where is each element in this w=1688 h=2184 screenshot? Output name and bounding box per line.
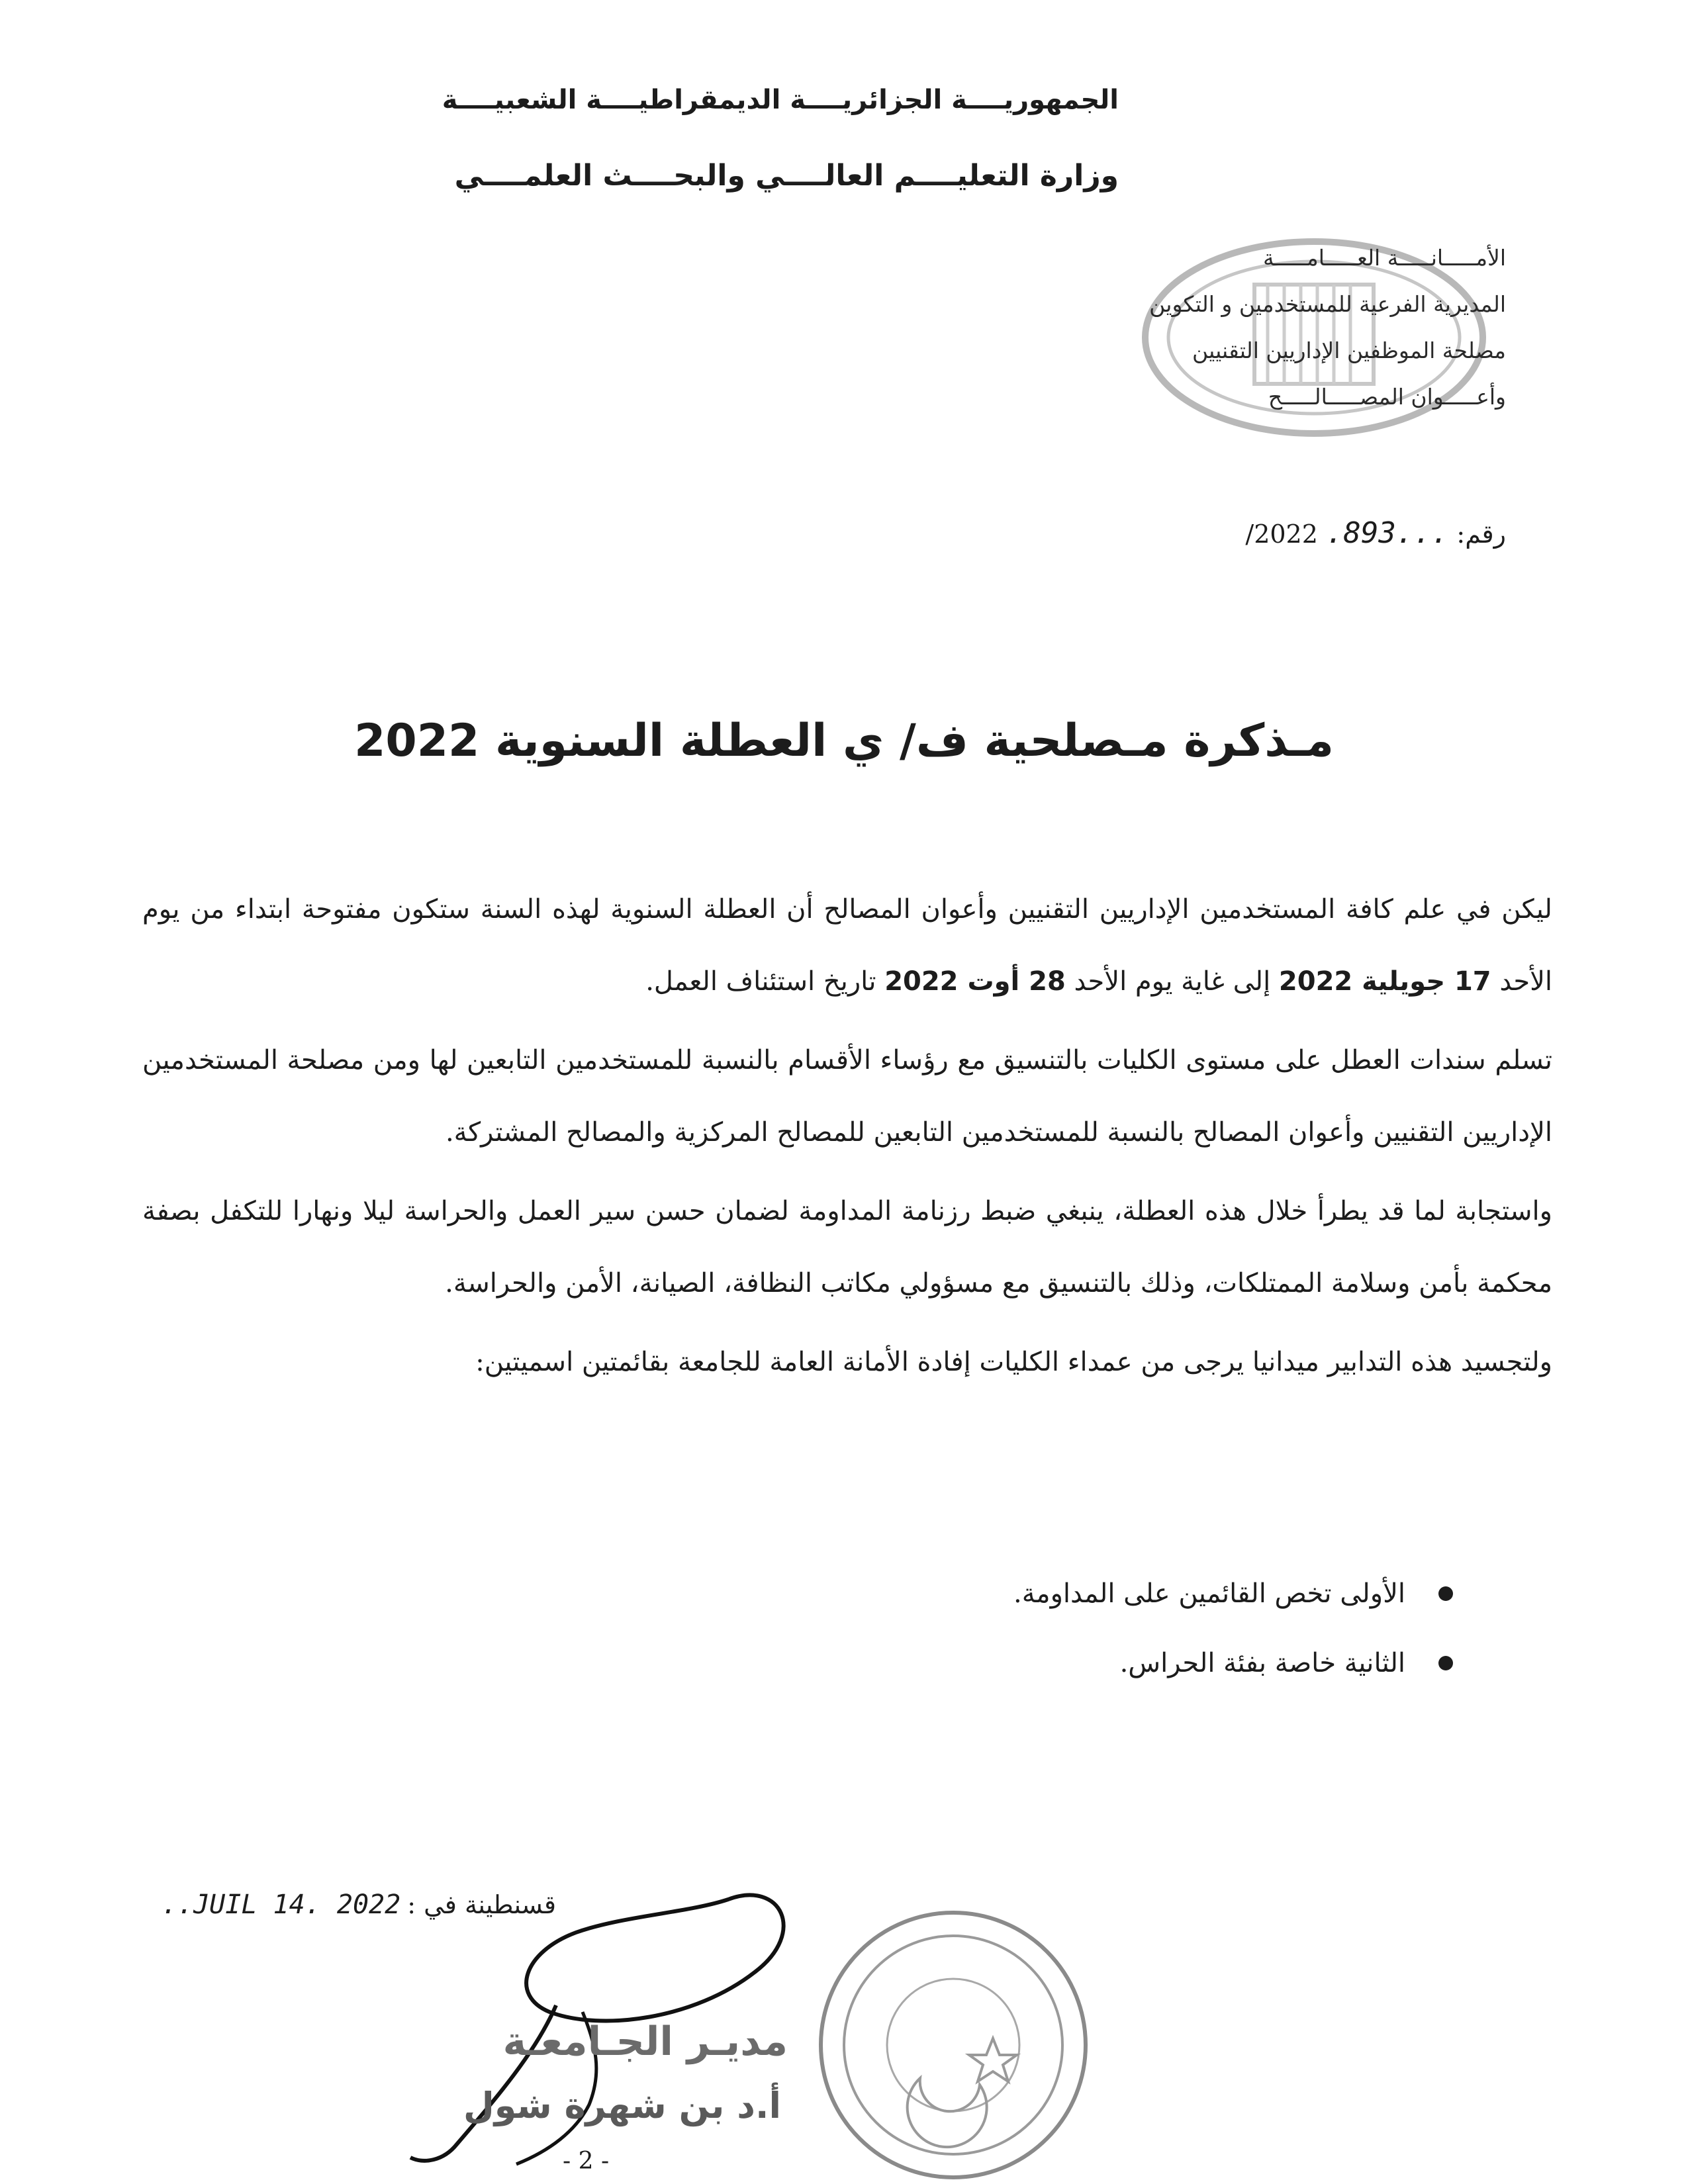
office-agents: وأعـــــوان المصـــــالـــــح bbox=[1268, 384, 1506, 410]
reference-row bbox=[1245, 516, 1506, 550]
page-number: - 2 - bbox=[563, 2148, 610, 2175]
bullet-text: الثانية خاصة بفئة الحراس. bbox=[1119, 1647, 1405, 1678]
bullet-icon bbox=[1438, 1586, 1453, 1601]
reference-year: 2022/ bbox=[1245, 520, 1318, 549]
paragraph-leave-vouchers: تسلم سندات العطل على مستوى الكليات بالتنسيق مع رؤساء الأقسام بالنسبة للمستخدمين التابعين لها ومن مصلحة المستخدمين الإداريين التقنيين وأعوان المصالح بالنسبة للمستخدمين التابعين للمصالح المركزية والمصالح المشتركة. bbox=[142, 1045, 1552, 1148]
p1-part3: تاريخ استئناف العمل. bbox=[645, 966, 885, 997]
signatory-name: أ.د بن شهرة شول bbox=[463, 2085, 781, 2126]
leave-end-date: 28 أوت 2022 bbox=[884, 966, 1066, 997]
signatory-title: مديـر الجـامعـة bbox=[502, 2019, 788, 2065]
bullet-text: الأولى تخص القائمين على المداومة. bbox=[1013, 1578, 1405, 1609]
place-label: قسنطينة في : bbox=[407, 1890, 556, 1919]
office-service: مصلحة الموظفين الإداريين التقنيين bbox=[1192, 338, 1506, 363]
lists-bullet-list bbox=[1013, 1559, 1453, 1698]
office-subdirectorate: المديرية الفرعية للمستخدمين و التكوين bbox=[1149, 291, 1506, 317]
memo-body bbox=[142, 874, 1552, 1398]
memo-title: مـذكرة مـصلحية ف/ ي العطلة السنوية 2022 bbox=[354, 715, 1334, 767]
paragraph-lists-request: ولتجسيد هذه التدابير ميدانيا يرجى من عمداء الكليات إفادة الأمانة العامة للجامعة بقائمتين اسميتين: bbox=[475, 1347, 1552, 1377]
reference-number: ...893. bbox=[1325, 516, 1449, 550]
paragraph-leave-period bbox=[142, 874, 1552, 1018]
leave-start-date: 17 جويلية 2022 bbox=[1278, 966, 1491, 997]
list-item bbox=[1013, 1559, 1453, 1628]
office-secretariat: الأمـــــانـــــة العـــــامـــــة bbox=[1262, 245, 1506, 271]
paragraph-duty-schedule: واستجابة لما قد يطرأ خلال هذه العطلة، ينبغي ضبط رزنامة المداومة لضمان حسن سير العمل والحراسة ليلا ونهارا للتكفل بصفة محكمة بأمن وسلامة الممتلكات، وذلك بالتنسيق مع مسؤولي مكاتب النظافة، الصيانة، الأمن والحراسة. bbox=[142, 1196, 1552, 1298]
university-seal-icon bbox=[808, 1906, 1099, 2184]
republic-heading: الجمهوريــــة الجزائريــــة الديمقراطيــــة الشعبيــــة bbox=[442, 85, 1119, 115]
p1-part1: ليكن في علم كافة المستخدمين الإداريين التقنيين وأعوان المصالح أن العطلة السنوية لهذه السنة ستكون مفتوحة ابتداء من يوم الأحد bbox=[142, 894, 1552, 997]
reference-label: رقم: bbox=[1456, 520, 1506, 549]
ministry-heading: وزارة التعليــــم العالــــي والبحــــث العلمــــي bbox=[454, 159, 1119, 193]
list-item bbox=[1013, 1628, 1453, 1698]
office-block bbox=[1109, 232, 1506, 450]
date-stamp: 2022 .14 JUIL.. bbox=[161, 1889, 401, 1920]
bullet-icon bbox=[1438, 1656, 1453, 1670]
p1-part2: إلى غاية يوم الأحد bbox=[1065, 966, 1279, 997]
